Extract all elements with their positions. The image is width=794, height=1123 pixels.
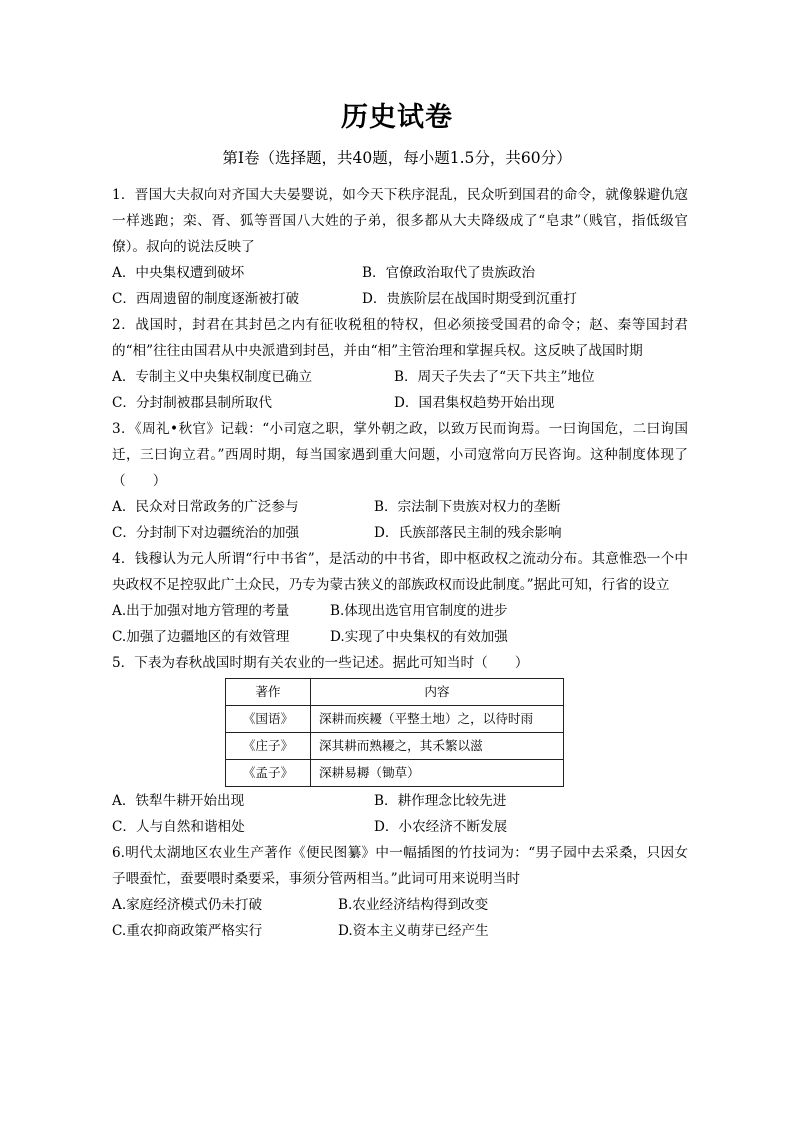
question-3-options-row-2 (112, 520, 688, 546)
question-5-table (225, 678, 564, 787)
table-header-content: 内容 (311, 679, 564, 706)
table-row (226, 760, 564, 787)
question-list (112, 182, 688, 944)
question-6-option-c: C.重农抑商政策严格实行 (112, 923, 263, 939)
question-5-option-a: A．铁犁牛耕开始出现 (112, 793, 245, 809)
section-subtitle: 第Ⅰ卷（选择题，共40题，每小题1.5分，共60分） (222, 149, 572, 167)
question-5-options-row-1 (112, 788, 688, 814)
table-cell-content: 深耕而疾耰（平整土地）之，以待时雨 (311, 706, 564, 733)
question-5-option-b: B．耕作理念比较先进 (374, 793, 507, 809)
question-5-table-wrap (112, 676, 688, 788)
table-cell-work: 《孟子》 (226, 760, 311, 787)
question-3-options-row-1 (112, 494, 688, 520)
question-3-stem: 3．《周礼•秋官》记载：“小司寇之职，掌外朝之政，以致万民而询焉。一曰询国危，二曰询国迁，三曰询立君。”西周时期，每当国家遇到重大问题，小司寇常向万民咨询。这种制度体现了（ ） (112, 421, 688, 489)
question-3-option-b: B．宗法制下贵族对权力的垄断 (374, 499, 561, 515)
question-5-options-row-2 (112, 814, 688, 840)
question-1-option-c: C．西周遗留的制度逐渐被打破 (112, 291, 300, 307)
table-cell-work: 《庄子》 (226, 733, 311, 760)
question-6-option-a: A.家庭经济模式仍未打破 (112, 897, 263, 913)
question-5-option-c: C．人与自然和谐相处 (112, 819, 245, 835)
question-2-option-a: A．专制主义中央集权制度已确立 (112, 369, 313, 385)
question-1-option-d: D．贵族阶层在战国时期受到沉重打 (362, 291, 577, 307)
page-title: 历史试卷 (341, 102, 453, 133)
table-row (226, 733, 564, 760)
question-3-option-d: D．氏族部落民主制的残余影响 (374, 525, 562, 541)
question-3-option-a: A．民众对日常政务的广泛参与 (112, 499, 299, 515)
question-1-options-row-1 (112, 260, 688, 286)
table-cell-content: 深耕易耨（锄草） (311, 760, 564, 787)
question-4-options-row-1 (112, 598, 688, 624)
question-2-option-b: B．周天子失去了“天下共主”地位 (394, 369, 595, 385)
question-5-option-d: D．小农经济不断发展 (374, 819, 508, 835)
table-header-work: 著作 (226, 679, 311, 706)
question-2-stem: 2．战国时，封君在其封邑之内有征收税租的特权，但必须接受国君的命令；赵、秦等国封君的“相”往往由国君从中央派遣到封邑，并由“相”主管治理和掌握兵权。这反映了战国时期 (112, 317, 688, 359)
question-2-option-d: D．国君集权趋势开始出现 (394, 395, 555, 411)
question-4-stem: 4．钱穆认为元人所谓“行中书省”，是活动的中书省，即中枢政权之流动分布。其意惟恐一个中央政权不足控驭此广土众民，乃专为蒙古狭义的部族政权而设此制度。”据此可知，行省的设立 (112, 551, 688, 593)
question-2-options-row-2 (112, 390, 688, 416)
question-2-option-c: C．分封制被郡县制所取代 (112, 395, 272, 411)
question-1-option-a: A．中央集权遭到破坏 (112, 265, 245, 281)
question-5-stem: 5．下表为春秋战国时期有关农业的一些记述。据此可知当时（ ） (112, 655, 529, 671)
table-cell-work: 《国语》 (226, 706, 311, 733)
question-6-options-row-2 (112, 918, 688, 944)
table-header-row (226, 679, 564, 706)
question-4-options-row-2 (112, 624, 688, 650)
question-6-option-d: D.资本主义萌芽已经产生 (338, 923, 489, 939)
question-4-option-b: B.体现出选官用官制度的进步 (330, 603, 508, 619)
question-1-option-b: B．官僚政治取代了贵族政治 (362, 265, 536, 281)
question-6-stem: 6.明代太湖地区农业生产著作《便民图纂》中一幅插图的竹技词为：“男子园中去采桑，只因女子喂蚕忙，蚕要喂时桑要采，事须分管两相当。”此词可用来说明当时 (112, 845, 688, 887)
question-1-stem: 1．晋国大夫叔向对齐国大夫晏婴说，如今天下秩序混乱，民众听到国君的命令，就像躲避仇寇一样逃跑；栾、胥、狐等晋国八大姓的子弟，很多都从大夫降级成了“皂隶”（贱官，指低级官僚）。叔向的说法反映了 (112, 187, 688, 255)
table-cell-content: 深其耕而熟耰之，其禾繁以滋 (311, 733, 564, 760)
question-6-option-b: B.农业经济结构得到改变 (338, 897, 489, 913)
question-1-options-row-2 (112, 286, 688, 312)
question-4-option-a: A.出于加强对地方管理的考量 (112, 603, 290, 619)
question-4-option-c: C.加强了边疆地区的有效管理 (112, 629, 290, 645)
question-6-options-row-1 (112, 892, 688, 918)
question-3-option-c: C．分封制下对边疆统治的加强 (112, 525, 300, 541)
question-2-options-row-1 (112, 364, 688, 390)
table-row (226, 706, 564, 733)
question-4-option-d: D.实现了中央集权的有效加强 (330, 629, 508, 645)
